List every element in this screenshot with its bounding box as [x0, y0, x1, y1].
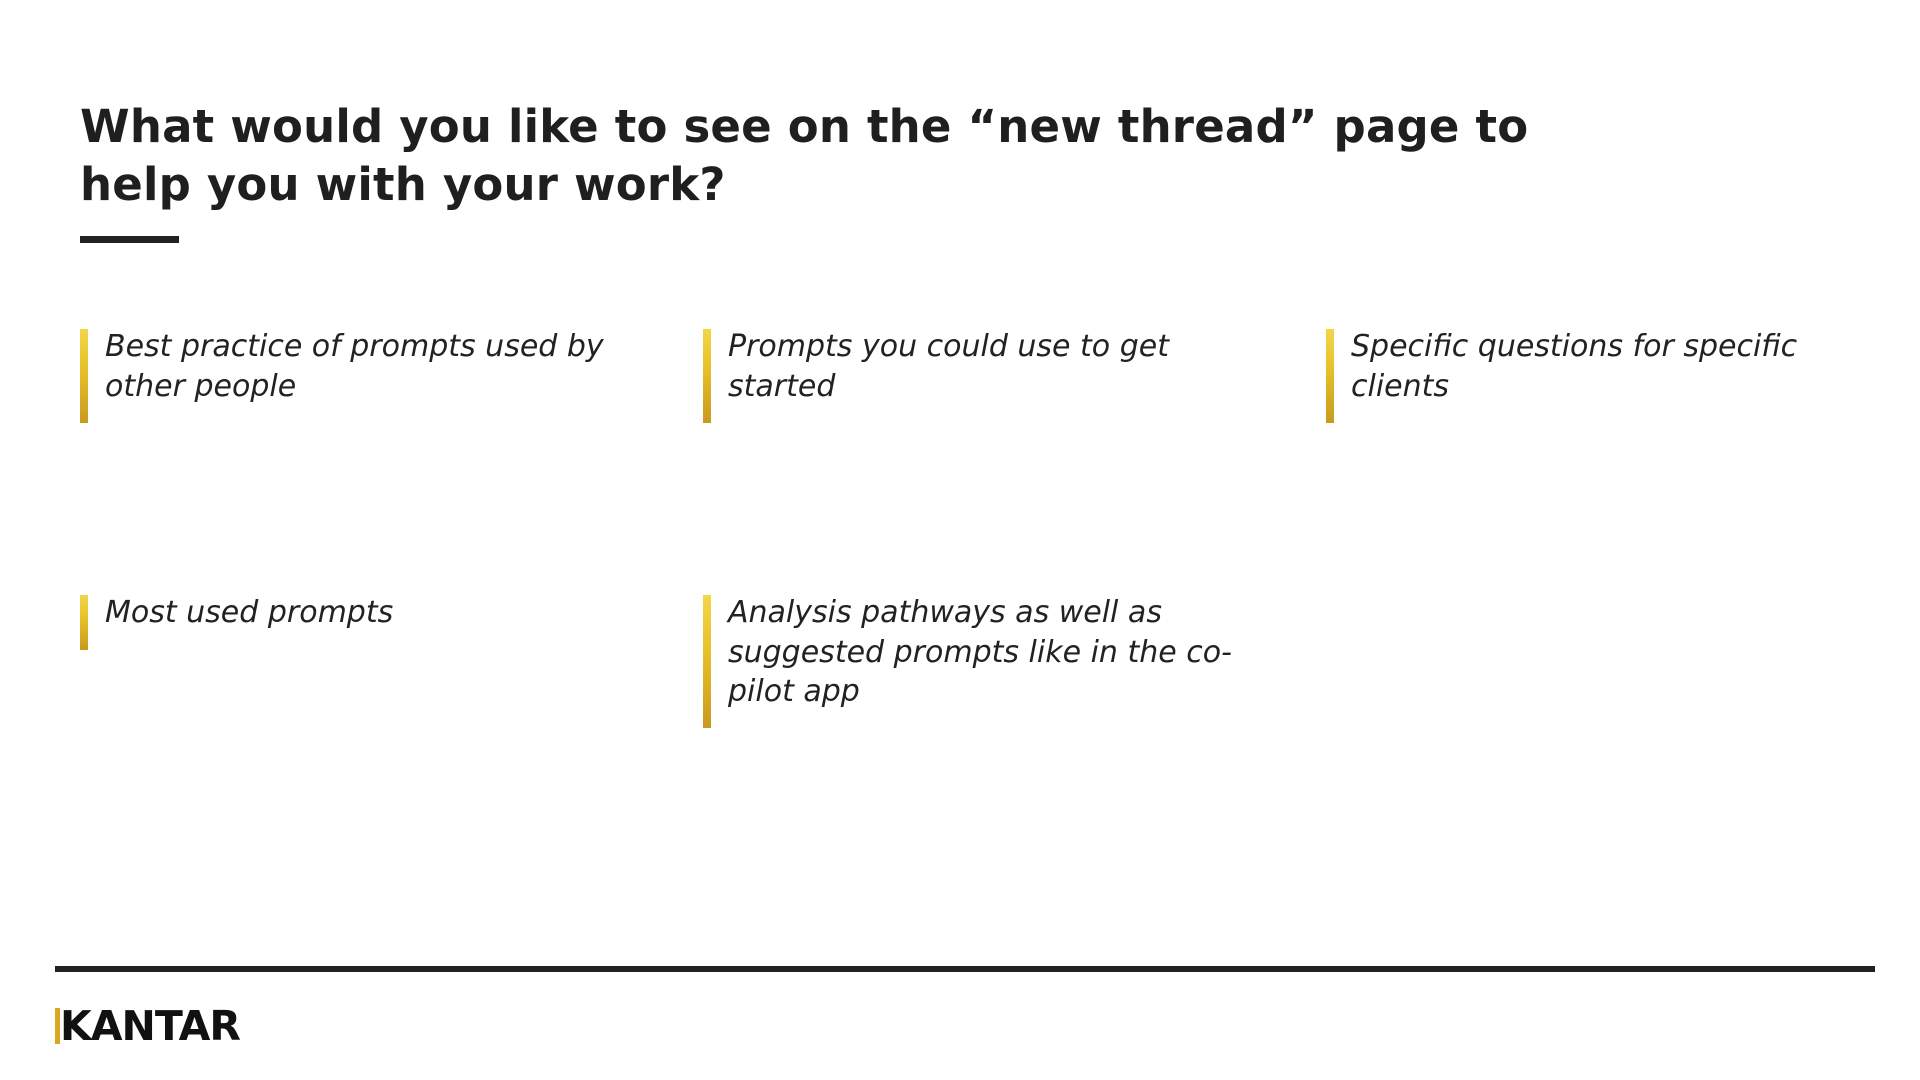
- slide-title: What would you like to see on the “new thread” page to help you with your work?: [80, 100, 1529, 211]
- accent-bar: [1326, 329, 1334, 423]
- title-underline: [80, 236, 179, 243]
- response-text: Prompts you could use to get started: [728, 329, 1169, 404]
- accent-bar: [80, 595, 88, 650]
- logo-text: KANTAR: [60, 1002, 240, 1050]
- response-item: [80, 329, 645, 423]
- kantar-logo: [55, 1004, 240, 1048]
- response-item: [1326, 329, 1891, 423]
- response-item: [703, 329, 1268, 423]
- response-text: Specific questions for specific clients: [1351, 329, 1798, 404]
- response-text: Best practice of prompts used by other people: [105, 329, 604, 404]
- accent-bar: [80, 329, 88, 423]
- response-text: Analysis pathways as well as suggested prompts like in the co-pilot app: [728, 595, 1232, 709]
- response-text: Most used prompts: [105, 595, 394, 630]
- accent-bar: [703, 595, 711, 728]
- accent-bar: [703, 329, 711, 423]
- footer-divider: [55, 966, 1875, 972]
- response-item: [703, 595, 1268, 728]
- response-item: [80, 595, 645, 650]
